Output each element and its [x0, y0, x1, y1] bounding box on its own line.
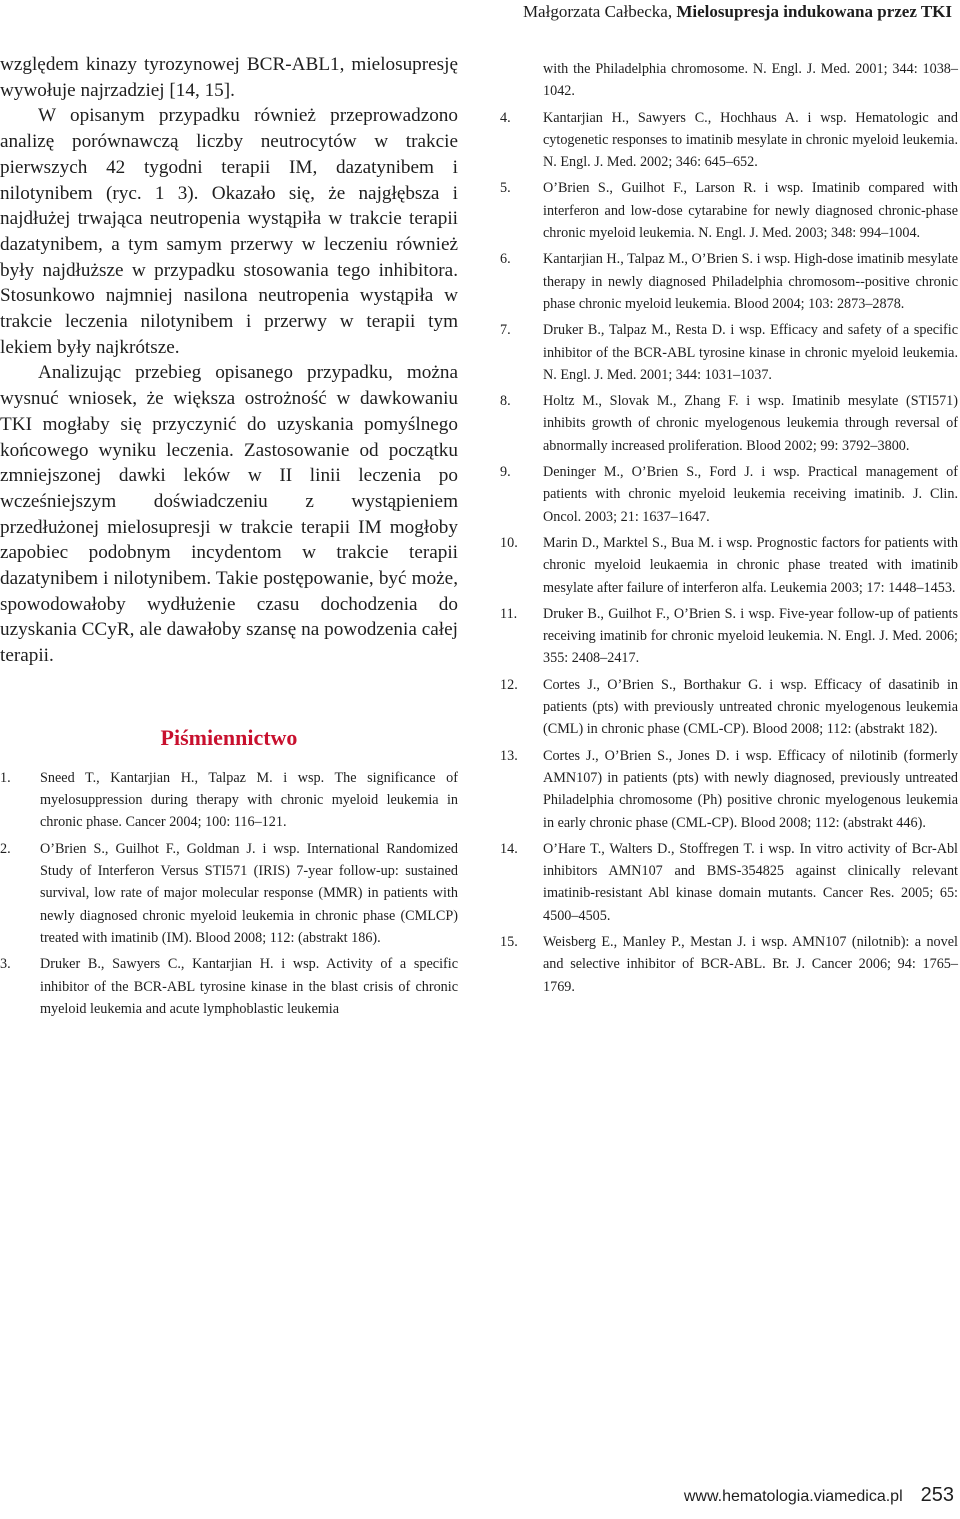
reference-text: Sneed T., Kantarjian H., Talpaz M. i wsp. The significance of myelosuppression during therapy with chronic myeloid leukemia in chronic phase. Cancer 2004; 100: 116–121. — [40, 769, 458, 831]
reference-text: Kantarjian H., Talpaz M., O’Brien S. i wsp. High-dose imatinib mesylate therapy in newly diagnosed Philadelphia chromosom--positive chronic phase chronic myeloid leukemia. Blood 2004; 103: 2873–2878. — [543, 251, 958, 312]
reference-item — [0, 953, 458, 1020]
reference-number: 4. — [500, 109, 511, 126]
reference-item — [500, 177, 958, 244]
header-author: Małgorzata Całbecka, — [522, 2, 677, 21]
journal-website: www.hematologia.viamedica.pl — [683, 1488, 903, 1505]
reference-item — [500, 390, 958, 457]
reference-number: 14. — [500, 840, 518, 857]
reference-item — [0, 767, 458, 834]
right-column — [500, 58, 958, 1002]
reference-number: 10. — [500, 534, 518, 551]
reference-number: 7. — [500, 322, 511, 339]
reference-number: 8. — [500, 393, 511, 410]
reference-number: 3. — [0, 956, 11, 973]
page-number: 253 — [920, 1484, 954, 1506]
reference-text: Holtz M., Slovak M., Zhang F. i wsp. Imatinib mesylate (STI571) inhibits growth of chronic myelogenous leukemia through reversal of abnormally increased proliferation. Blood 2002; 99: 3792–3800. — [543, 393, 958, 454]
reference-text: O’Brien S., Guilhot F., Goldman J. i wsp. International Randomized Study of Interferon Versus STI571 (IRIS) 7-year follow-up: sustained survival, low rate of major molecular response (MMR) in patients with newly diagnosed chronic myeloid leukemia in chronic phase (CMLCP) treated with imatinib (IM). Blood 2008; 112: (abstrakt 186). — [40, 840, 458, 946]
reference-item — [0, 838, 458, 949]
reference-text: Weisberg E., Manley P., Mestan J. i wsp. AMN107 (nilotnib): a novel and selective inhibitor of BCR-ABL. Br. J. Cancer 2006; 94: 1765–1769. — [543, 933, 958, 995]
reference-item — [500, 838, 958, 927]
reference-continuation: with the Philadelphia chromosome. N. Engl. J. Med. 2001; 344: 1038–1042. — [543, 61, 958, 100]
reference-item — [500, 674, 958, 741]
reference-item — [500, 107, 958, 174]
left-column — [0, 52, 458, 1024]
reference-text: O’Hare T., Walters D., Stoffregen T. i wsp. In vitro activity of Bcr-Abl inhibitors AMN107 and BMS-354825 against clinically relevant imatinib-resistant Abl kinase domain mutants. Cancer Res. 2005; 65: 4500–4505. — [543, 840, 958, 924]
reference-number: 12. — [500, 676, 518, 693]
reference-item — [500, 931, 958, 998]
reference-text: Kantarjian H., Sawyers C., Hochhaus A. i wsp. Hematologic and cytogenetic responses to imatinib mesylate in chronic myeloid leukemia. N. Engl. J. Med. 2002; 346: 645–652. — [543, 109, 958, 171]
reference-text: Deninger M., O’Brien S., Ford J. i wsp. Practical management of patients with chronic myeloid leukemia receiving imatinib. J. Clin. Oncol. 2003; 21: 1637–1647. — [543, 464, 958, 525]
reference-text: Marin D., Marktel S., Bua M. i wsp. Prognostic factors for patients with chronic myeloid leukaemia in chronic phase treated with imatinib mesylate after failure of interferon alfa. Leukemia 2003; 17: 1448–1453. — [543, 534, 958, 596]
references-heading: Piśmiennictwo — [160, 724, 298, 750]
running-header — [523, 0, 952, 24]
paragraph-2: W opisanym przypadku również przeprowadzono analizę porównawczą liczby neutrocytów w trakcie pierwszych 42 tygodni terapii IM, dazatynibem i nilotynibem (ryc. 1 3). Okazało się, że najgłębsza i najdłużej trwająca neutropenia wystąpiła w trakcie terapii dazatynibem, a tym samym przerwy w leczeniu również były najdłuższe w przypadku stosowania tego inhibitora. Stosunkowo najmniej nasilona neutropenia wystąpiła w trakcie leczenia nilotynibem i przerwy w terapii tym lekiem były najkrótsze. — [0, 105, 458, 358]
reference-number: 13. — [500, 747, 518, 764]
reference-text: Druker B., Guilhot F., O’Brien S. i wsp. Five-year follow-up of patients receiving imatinib for chronic myeloid leukemia. N. Engl. J. Med. 2006; 355: 2408–2417. — [543, 605, 958, 667]
reference-list-right — [500, 107, 958, 998]
reference-number: 5. — [500, 180, 511, 197]
reference-item — [500, 248, 958, 315]
reference-number: 15. — [500, 933, 518, 950]
reference-number: 1. — [0, 769, 11, 786]
reference-text: Cortes J., O’Brien S., Borthakur G. i wsp. Efficacy of dasatinib in patients (pts) with previously untreated chronic myelogenous leukemia (CML) in chronic phase (CML-CP). Blood 2008; 112: (abstrakt 182). — [543, 676, 958, 738]
page-footer — [684, 1484, 954, 1507]
paragraph-1: względem kinazy tyrozynowej BCR-ABL1, mielosupresję wywołuje najrzadziej [14, 15]. — [0, 54, 458, 101]
reference-item — [500, 319, 958, 386]
reference-text: O’Brien S., Guilhot F., Larson R. i wsp. Imatinib compared with interferon and low-dose cytarabine for newly diagnosed chronic-phase chronic myeloid leukemia. N. Engl. J. Med. 2003; 348: 994–1004. — [543, 180, 958, 242]
article-body — [0, 52, 458, 669]
reference-list-left — [0, 767, 458, 1020]
reference-text: Druker B., Talpaz M., Resta D. i wsp. Efficacy and safety of a specific inhibitor of the BCR-ABL tyrosine kinase in chronic myeloid leukemia. N. Engl. J. Med. 2001; 344: 1031–1037. — [543, 322, 958, 383]
reference-number: 11. — [500, 605, 518, 622]
reference-text: Druker B., Sawyers C., Kantarjian H. i wsp. Activity of a specific inhibitor of the BCR-ABL tyrosine kinase in the blast crisis of chronic myeloid leukemia and acute lymphoblastic leukemia — [40, 956, 458, 1017]
paragraph-3: Analizując przebieg opisanego przypadku, można wysnuć wniosek, że większa ostrożność w dawkowaniu TKI mogłaby się przyczynić do uzyskania pomyślnego końcowego wyniku leczenia. Zastosowanie od początku zmniejszonej dawki leków w II linii leczenia po wcześniejszym doświadczeniu z wystąpieniem przedłużonej mielosupresji w trakcie terapii IM mogłoby zapobiec podobnym incydentom w trakcie terapii dazatynibem i nilotynibem. Takie postępowanie, być może, spowodowałoby wydłużenie czasu dochodzenia do uzyskania CCyR, ale dawałoby szansę na powodzenia całej terapii. — [0, 362, 458, 667]
reference-item — [500, 532, 958, 599]
reference-item — [500, 745, 958, 834]
reference-number: 6. — [500, 251, 511, 268]
reference-text: Cortes J., O’Brien S., Jones D. i wsp. Efficacy of nilotinib (formerly AMN107) in patients (pts) with newly diagnosed, previously untreated Philadelphia chromosome (Ph) positive chronic myelogenous leukemia in early chronic phase (CML-CP). Blood 2008; 112: (abstrakt 446). — [543, 747, 958, 831]
reference-item — [500, 603, 958, 670]
header-title: Mielosupresja indukowana przez TKI — [676, 2, 952, 21]
reference-number: 9. — [500, 464, 511, 481]
reference-number: 2. — [0, 840, 11, 857]
reference-item — [500, 461, 958, 528]
